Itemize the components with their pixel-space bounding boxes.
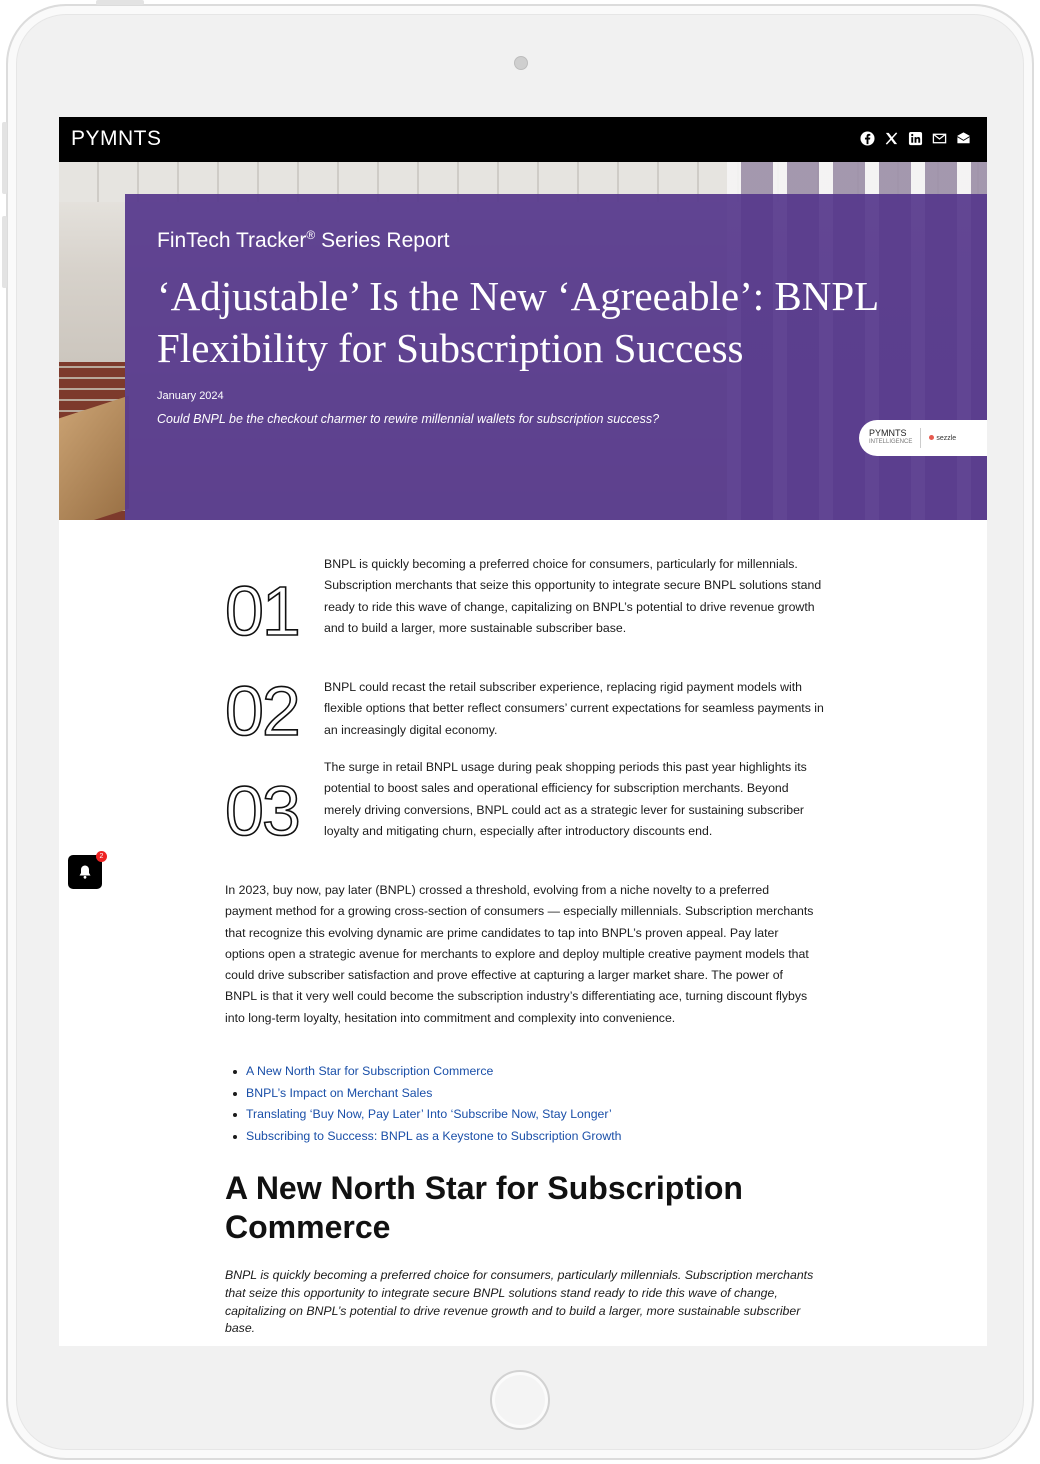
registered-mark: ® — [306, 228, 316, 242]
series-label — [157, 228, 449, 253]
tablet-power-button — [96, 0, 144, 5]
key-point-text: BNPL could recast the retail subscriber experience, replacing rigid payment models with flexible options that better reflect consumers’ current expectations for seamless payments in an increasingly digital economy. — [324, 680, 824, 737]
pymnts-logo[interactable]: PYMNTS — [71, 127, 162, 150]
key-point-number: 01 — [225, 572, 299, 650]
facebook-icon[interactable] — [860, 131, 875, 146]
x-icon[interactable] — [884, 131, 899, 146]
table-of-contents — [233, 1061, 621, 1147]
sezzle-dot-icon — [929, 435, 934, 440]
bell-icon — [77, 864, 93, 880]
email-icon[interactable] — [932, 131, 947, 146]
screen — [59, 117, 987, 1346]
key-point-number: 03 — [225, 772, 299, 850]
top-bar — [59, 117, 987, 162]
tablet-camera — [514, 56, 528, 70]
series-suffix: Series Report — [321, 229, 450, 252]
hero-photo-package — [59, 396, 129, 520]
intro-paragraph: In 2023, buy now, pay later (BNPL) crossed a threshold, evolving from a niche novelty to a preferred payment method for a growing cross-section of consumers — especially millennials. Subscription merchants that recognize this evolving dynamic are prime candidates to tap into BNPL’s proven appeal. Pay later options open a strategic avenue for merchants to explore and deploy multiple creative payment models that could drive subscriber satisfaction and prove effective at capturing a larger market share. The power of BNPL is that it very well could become the subscription industry’s differentiating ace, turning discount flybys into long-term loyalty, hesitation into commitment and complexity into convenience. — [225, 883, 814, 1025]
sezzle-logo: sezzle — [929, 435, 956, 442]
notification-badge: 2 — [96, 851, 107, 862]
toc-link[interactable]: Translating ‘Buy Now, Pay Later’ Into ‘Subscribe Now, Stay Longer’ — [233, 1104, 621, 1126]
notification-bell-button[interactable] — [68, 855, 102, 889]
toc-link[interactable]: Subscribing to Success: BNPL as a Keystone to Subscription Growth — [233, 1126, 621, 1148]
section-lead: BNPL is quickly becoming a preferred choice for consumers, particularly millennials. Subscription merchants that seize this opportunity to integrate secure BNPL solutions stand ready to ride this wave of change, capitalizing on BNPL’s potential to drive revenue growth and to build a larger, more sustainable subscriber base. — [225, 1268, 814, 1336]
report-subtitle: Could BNPL be the checkout charmer to rewire millennial wallets for subscription success? — [157, 412, 660, 426]
newsletter-icon[interactable] — [956, 131, 971, 146]
linkedin-icon[interactable] — [908, 131, 923, 146]
report-title: ‘Adjustable’ Is the New ‘Agreeable’: BNPL Flexibility for Subscription Success — [157, 273, 878, 371]
series-name: FinTech Tracker — [157, 229, 307, 252]
hero-overlay — [125, 194, 987, 520]
partner-divider — [920, 428, 921, 448]
partner-logos — [859, 420, 987, 456]
tablet-volume-down — [2, 216, 7, 288]
report-date: January 2024 — [157, 390, 224, 402]
key-point-number: 02 — [225, 672, 299, 750]
tablet-home-button[interactable] — [490, 1370, 550, 1430]
section-heading: A New North Star for Subscription Commerce — [225, 1170, 743, 1245]
toc-link[interactable]: A New North Star for Subscription Commerce — [233, 1061, 621, 1083]
social-links — [860, 131, 971, 146]
hero-banner — [59, 162, 987, 520]
key-point-text: BNPL is quickly becoming a preferred choice for consumers, particularly for millennials. Subscription merchants that seize this opportunity to integrate secure BNPL solutions stand ready to ride this wave of change, capitalizing on BNPL’s potential to drive revenue growth and to build a larger, more sustainable subscriber base. — [324, 557, 822, 636]
key-point-text: The surge in retail BNPL usage during peak shopping periods this past year highlights its potential to boost sales and operational efficiency for subscription merchants. Beyond merely driving conversions, BNPL could act as a strategic lever for sustaining subscriber loyalty and mitigating churn, especially after introductory discounts end. — [324, 760, 807, 839]
toc-link[interactable]: BNPL’s Impact on Merchant Sales — [233, 1083, 621, 1105]
pymnts-intelligence-logo: PYMNTS INTELLIGENCE — [869, 428, 913, 445]
tablet-volume-up — [2, 122, 7, 194]
